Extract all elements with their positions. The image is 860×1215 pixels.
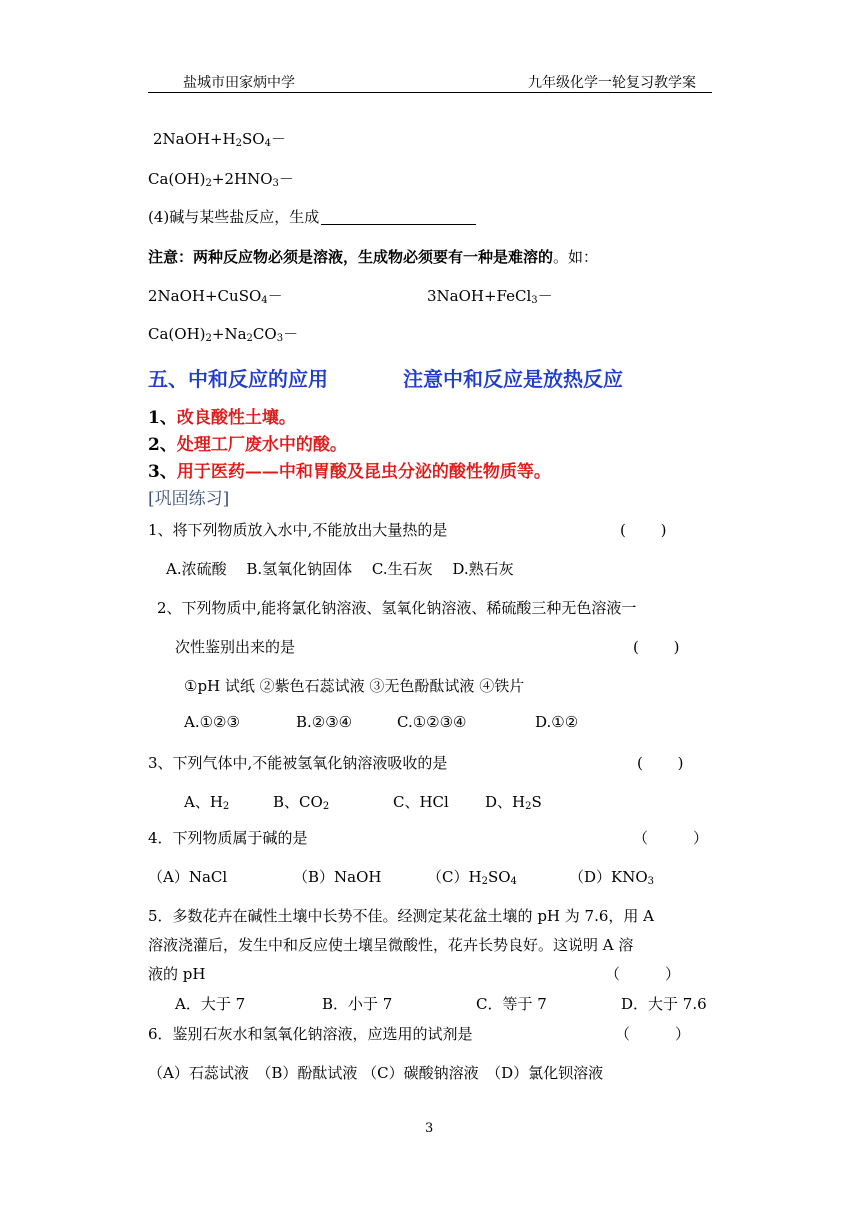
q4-answer-paren: （ ） <box>633 829 709 847</box>
q2-option-a: A.①②③ <box>184 713 240 731</box>
page-number: 3 <box>425 1121 434 1136</box>
equation-caoh2-hno3: $Ca(OH)_2+2HNO_3-$ <box>148 170 294 189</box>
q3-option-b: B、$CO_2$ <box>273 793 330 812</box>
section-5-title: 五、中和反应的应用 <box>148 367 328 391</box>
q1-options: A.浓硫酸 B.氢氧化钠固体 C.生石灰 D.熟石灰 <box>166 560 514 578</box>
q1-answer-paren: ( ) <box>620 521 667 539</box>
q2-stem-line2: 次性鉴别出来的是 <box>175 638 296 656</box>
section-5-note: 注意中和反应是放热反应 <box>403 367 623 391</box>
q5-option-d: D．大于 7.6 <box>621 995 707 1013</box>
answer-blank <box>321 210 476 225</box>
q5-stem-line1: 5．多数花卉在碱性土壤中长势不佳。经测定某花盆土壤的 pH 为 7.6，用 A <box>148 907 654 925</box>
equation-naoh-h2so4: $2NaOH+H_2SO_4-$ <box>153 130 286 149</box>
q4-option-d: $(D)KNO_3$ <box>569 868 655 887</box>
q5-stem-line3: 液的 pH <box>148 965 206 983</box>
equation-caoh2-na2co3: $Ca(OH)_2+Na_2CO_3-$ <box>148 325 299 344</box>
q2-items: ①pH 试纸 ②紫色石蕊试液 ③无色酚酞试液 ④铁片 <box>184 677 525 695</box>
q4-option-a: （A）NaCl <box>148 868 228 886</box>
q5-option-c: C．等于 7 <box>476 995 547 1013</box>
q2-option-d: D.①② <box>535 713 579 731</box>
header-course: 九年级化学一轮复习教学案 <box>528 75 696 91</box>
q2-option-b: B.②③④ <box>296 713 353 731</box>
q6-stem: 6．鉴别石灰水和氢氧化钠溶液，应选用的试剂是 <box>148 1025 473 1043</box>
equation-naoh-fecl3: 3NaOH+FeCl$_3$－ <box>427 287 553 306</box>
q4-option-c: $(C)H_2SO_4$ <box>427 868 517 887</box>
q4-option-b: （B）NaOH <box>293 868 382 886</box>
q3-option-c: C、HCl <box>393 793 449 811</box>
application-3: 3、用于医药——中和胃酸及昆虫分泌的酸性物质等。 <box>148 462 551 482</box>
q5-answer-paren: （ ） <box>605 965 681 983</box>
q2-stem-line1: 2、下列物质中,能将氯化钠溶液、氢氧化钠溶液、稀硫酸三种无色溶液一 <box>157 599 637 617</box>
q3-stem: 3、下列气体中,不能被氢氧化钠溶液吸收的是 <box>148 754 448 772</box>
equation-naoh-cuso4: 2NaOH+CuSO$_4$－ <box>148 287 283 306</box>
header-rule <box>148 92 712 93</box>
practice-title: [巩固练习] <box>148 489 230 509</box>
q2-answer-paren: ( ) <box>633 638 680 656</box>
q4-stem: 4．下列物质属于碱的是 <box>148 829 308 847</box>
application-1: 1、改良酸性土壤。 <box>148 408 296 428</box>
q2-option-c: C.①②③④ <box>397 713 467 731</box>
note-line: 注意：两种反应物必须是溶液，生成物必须要有一种是难溶的。如： <box>148 248 599 266</box>
q1-stem: 1、将下列物质放入水中,不能放出大量热的是 <box>148 521 448 539</box>
base-salt-reaction-line: (4)碱与某些盐反应，生成 <box>148 206 476 227</box>
q6-answer-paren: （ ） <box>615 1025 691 1043</box>
q5-option-b: B．小于 7 <box>322 995 393 1013</box>
header-school: 盐城市田家炳中学 <box>183 75 295 91</box>
application-2: 2、处理工厂废水中的酸。 <box>148 435 347 455</box>
q3-answer-paren: ( ) <box>637 754 684 772</box>
q3-option-d: D、$H_2S$ <box>485 793 542 812</box>
q6-options: （A）石蕊试液 （B）酚酞试液 （C）碳酸钠溶液 （D）氯化钡溶液 <box>148 1064 604 1082</box>
q5-stem-line2: 溶液浇灌后，发生中和反应使土壤呈微酸性，花卉长势良好。这说明 A 溶 <box>148 936 634 954</box>
q3-option-a: A、$H_2$ <box>184 793 230 812</box>
q5-option-a: A．大于 7 <box>175 995 246 1013</box>
